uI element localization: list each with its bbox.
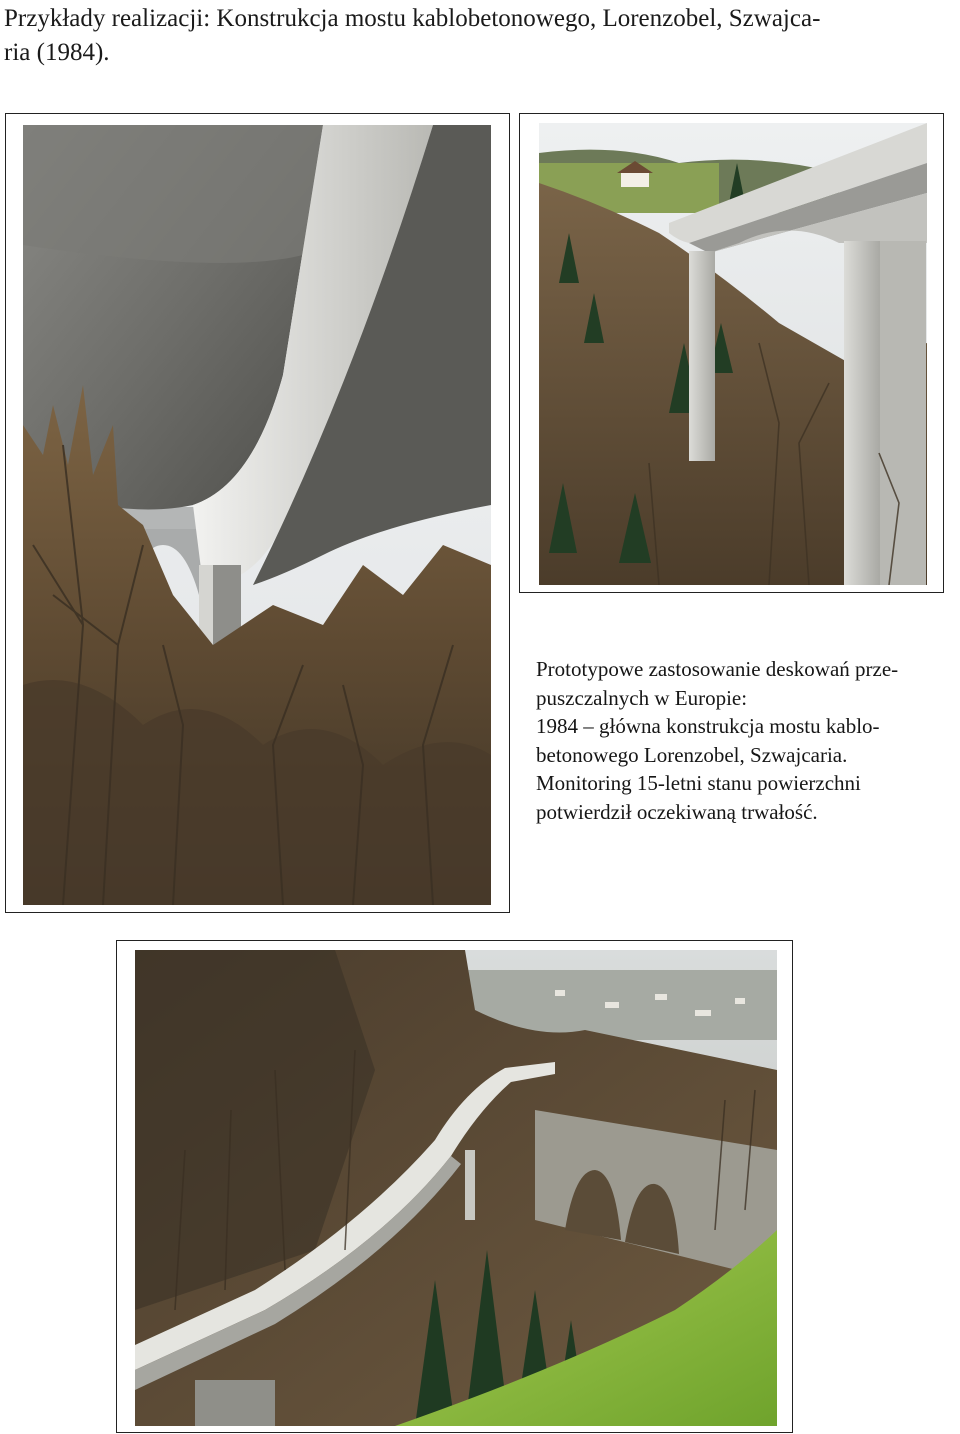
bridge-valley-photo bbox=[135, 950, 777, 1426]
page-title: Przykłady realizacji: Konstrukcja mostu kablobetonowego, Lorenzobel, Szwajca- ria (1984). bbox=[4, 5, 821, 66]
photo-frame-bridge-underside bbox=[5, 113, 510, 913]
caption-line: potwierdził oczekiwaną trwałość. bbox=[536, 799, 818, 824]
bridge-piers-photo bbox=[539, 123, 927, 585]
caption-line: puszczalnych w Europie: bbox=[536, 685, 748, 710]
caption-line: Prototypowe zastosowanie deskowań prze- bbox=[536, 657, 899, 681]
bridge-underside-photo bbox=[23, 125, 491, 905]
caption-line: betonowego Lorenzobel, Szwajcaria. bbox=[536, 742, 848, 767]
caption-line: Monitoring 15-letni stanu powierzchni bbox=[536, 771, 861, 795]
caption-line: 1984 – główna konstrukcja mostu kablo- bbox=[536, 714, 880, 738]
photo-frame-bridge-piers bbox=[519, 113, 944, 593]
photo-frame-bridge-valley bbox=[116, 940, 793, 1433]
photo-caption bbox=[536, 655, 956, 826]
